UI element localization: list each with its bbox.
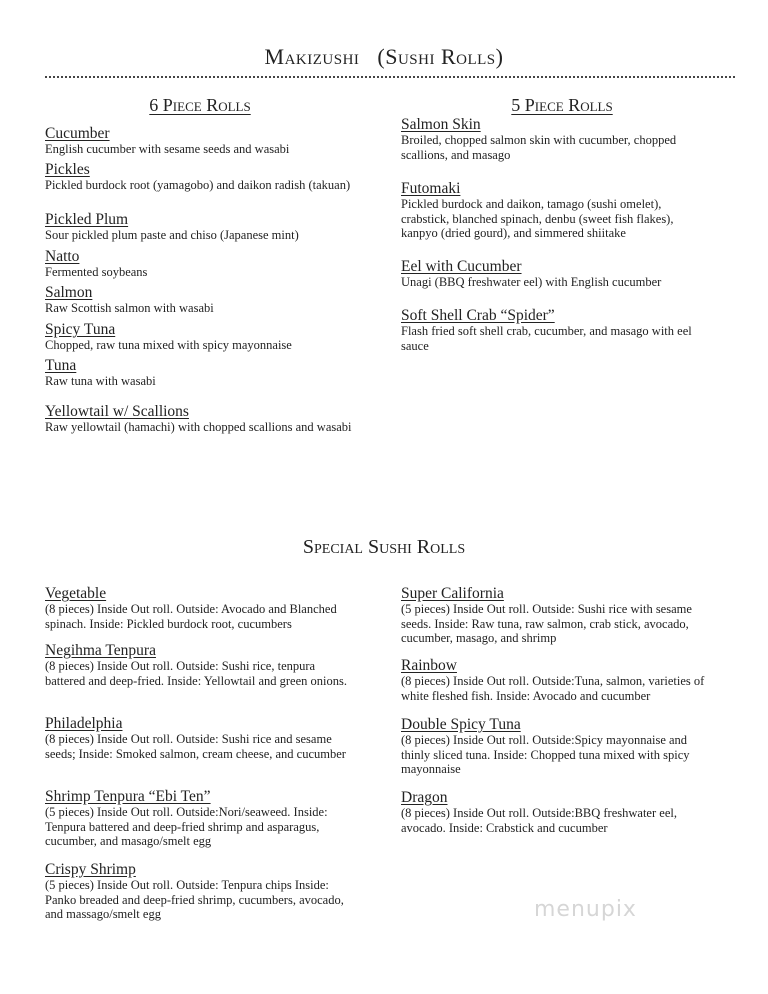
menu-item-description: (5 pieces) Inside Out roll. Outside: Tenpura chips Inside: Panko breaded and deep-fried shrimp, cucumbers, avocado, and massago/smelt egg	[45, 878, 344, 921]
menu-item-description: (8 pieces) Inside Out roll. Outside:Spicy mayonnaise and thinly sliced tuna. Inside: Chopped tuna mixed with spicy mayonnaise	[401, 733, 690, 776]
menupix-watermark: menupix	[534, 897, 637, 922]
menu-item	[45, 357, 355, 389]
menu-item	[45, 642, 355, 688]
menu-item-name: Philadelphia	[45, 715, 123, 732]
menu-item	[401, 258, 711, 290]
menu-item	[401, 789, 711, 835]
menu-item	[45, 284, 355, 316]
menu-item	[45, 861, 355, 922]
menu-item-description: Raw yellowtail (hamachi) with chopped scallions and wasabi	[45, 420, 352, 434]
menu-item-name: Futomaki	[401, 180, 461, 197]
menu-item-description: English cucumber with sesame seeds and wasabi	[45, 142, 290, 156]
menu-item	[45, 585, 355, 631]
menu-item	[45, 161, 355, 193]
menu-item-description: Pickled burdock and daikon, tamago (sushi omelet), crabstick, blanched spinach, denbu (sweet fish flakes), kanpyo (dried gourd), and simmered shiitake	[401, 197, 674, 240]
menu-item-name: Crispy Shrimp	[45, 861, 136, 878]
menu-item-name: Negihma Tenpura	[45, 642, 156, 659]
menu-item-name: Natto	[45, 248, 80, 265]
menu-item-description: (8 pieces) Inside Out roll. Outside:Tuna, salmon, varieties of white fleshed fish. Inside: Avocado and cucumber	[401, 674, 705, 703]
menu-item-name: Cucumber	[45, 125, 110, 142]
menu-item-name: Dragon	[401, 789, 448, 806]
five-piece-heading: 5 Piece Rolls	[511, 95, 613, 115]
menu-item-name: Spicy Tuna	[45, 321, 116, 338]
menu-item-description: Broiled, chopped salmon skin with cucumber, chopped scallions, and masago	[401, 133, 677, 162]
menu-item	[401, 116, 711, 162]
menu-item-description: Unagi (BBQ freshwater eel) with English cucumber	[401, 275, 662, 289]
menu-item-name: Eel with Cucumber	[401, 258, 522, 275]
menu-item-name: Rainbow	[401, 657, 457, 674]
menu-item-name: Pickled Plum	[45, 211, 129, 228]
menu-item-description: (8 pieces) Inside Out roll. Outside:BBQ freshwater eel, avocado. Inside: Crabstick and cucumber	[401, 806, 677, 835]
menu-item	[401, 180, 711, 241]
menu-item-description: Flash fried soft shell crab, cucumber, and masago with eel sauce	[401, 324, 692, 353]
menu-item-description: Pickled burdock root (yamagobo) and daikon radish (takuan)	[45, 178, 351, 192]
menu-item-name: Yellowtail w/ Scallions	[45, 403, 189, 420]
menu-item-name: Super California	[401, 585, 504, 602]
menu-item-name: Shrimp Tenpura “Ebi Ten”	[45, 788, 211, 805]
menu-item-description: (8 pieces) Inside Out roll. Outside: Sushi rice and sesame seeds; Inside: Smoked salmon, cream cheese, and cucumber	[45, 732, 346, 761]
menu-item	[401, 657, 711, 703]
menu-item-description: (5 pieces) Inside Out roll. Outside: Sushi rice with sesame seeds. Inside: Raw tuna, raw salmon, crab stick, avocado, cucumber, masago, and shrimp	[401, 602, 692, 645]
menu-item-description: (5 pieces) Inside Out roll. Outside:Nori/seaweed. Inside: Tenpura battered and deep-fried shrimp and asparagus, cucumber, and masago/smelt egg	[45, 805, 328, 848]
menu-item	[45, 321, 355, 353]
menu-item	[45, 211, 355, 243]
menu-item	[45, 788, 355, 849]
menu-item	[45, 715, 355, 761]
menu-item-name: Pickles	[45, 161, 90, 178]
menu-item-description: Sour pickled plum paste and chiso (Japanese mint)	[45, 228, 299, 242]
menu-item-description: Chopped, raw tuna mixed with spicy mayonnaise	[45, 338, 292, 352]
menu-item-description: Raw tuna with wasabi	[45, 374, 156, 388]
menu-item-name: Vegetable	[45, 585, 107, 602]
page-title: Makizushi (Sushi Rolls)	[264, 44, 504, 69]
special-rolls-heading: Special Sushi Rolls	[302, 536, 466, 558]
menu-item	[45, 248, 355, 280]
menu-item	[401, 307, 711, 353]
menu-item	[45, 403, 355, 435]
menu-item-description: (8 pieces) Inside Out roll. Outside: Avocado and Blanched spinach. Inside: Pickled burdock root, cucumbers	[45, 602, 337, 631]
six-piece-heading: 6 Piece Rolls	[149, 95, 251, 115]
menu-item-name: Salmon	[45, 284, 93, 301]
menu-item-description: Raw Scottish salmon with wasabi	[45, 301, 214, 315]
menu-item-description: (8 pieces) Inside Out roll. Outside: Sushi rice, tenpura battered and deep-fried. Inside: Yellowtail and green onions.	[45, 659, 347, 688]
menu-item-name: Salmon Skin	[401, 116, 481, 133]
menu-item-name: Soft Shell Crab “Spider”	[401, 307, 555, 324]
menu-item	[401, 716, 711, 777]
menu-item	[45, 125, 355, 157]
menu-item-name: Tuna	[45, 357, 77, 374]
menu-item-description: Fermented soybeans	[45, 265, 148, 279]
menu-item	[401, 585, 711, 646]
dotted-divider	[45, 76, 735, 78]
menu-item-name: Double Spicy Tuna	[401, 716, 521, 733]
